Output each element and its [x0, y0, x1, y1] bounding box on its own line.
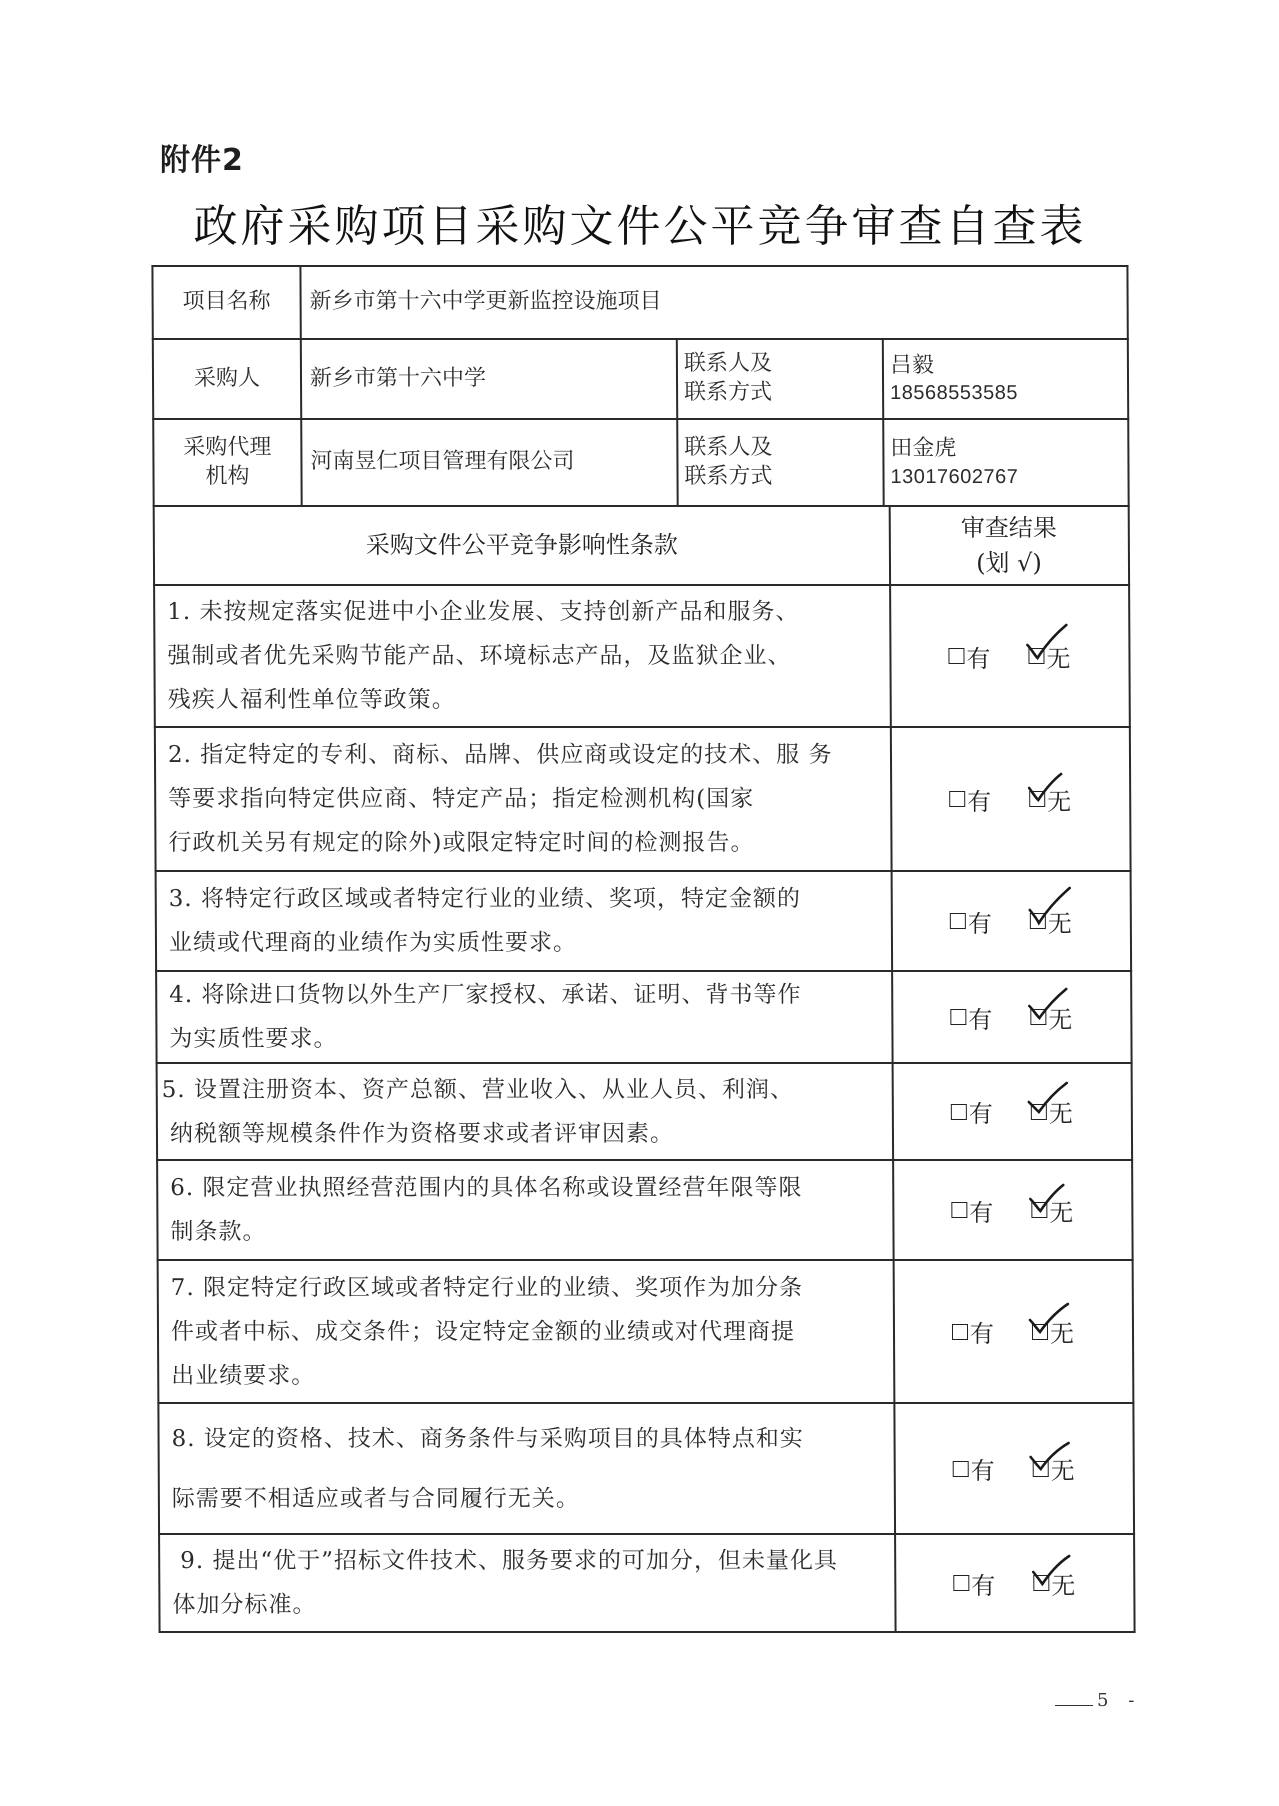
option-yes-label: 有 — [971, 1571, 996, 1600]
option-no-label: 无 — [1048, 1005, 1073, 1034]
clause-line: 纳税额等规模条件作为资格要求或者评审因素。 — [169, 1120, 675, 1147]
project-name-label: 项目名称 — [182, 289, 271, 315]
handwritten-check-icon — [1025, 766, 1071, 806]
option-yes-label: 有 — [967, 787, 992, 816]
clause-line: 制条款。 — [170, 1219, 267, 1245]
option-no-checked[interactable] — [1030, 904, 1072, 939]
option-no-label: 无 — [1049, 1198, 1074, 1227]
option-no-label: 无 — [1051, 1571, 1076, 1600]
option-no-label: 无 — [1047, 909, 1072, 938]
option-no-label: 无 — [1048, 1100, 1073, 1128]
attachment-label: 附件2 — [160, 143, 244, 178]
option-no-checked[interactable] — [1029, 782, 1071, 817]
clause-row — [158, 1064, 892, 1159]
clause-line: 业绩或代理商的业绩作为实质性要求。 — [168, 930, 578, 956]
clause-row — [159, 1261, 894, 1402]
page-number-rule — [1055, 1705, 1093, 1706]
option-no-label: 无 — [1049, 1320, 1075, 1348]
agency-contact-phone: 13017602767 — [890, 465, 1019, 488]
option-yes[interactable] — [953, 1566, 995, 1601]
handwritten-check-icon — [1026, 888, 1072, 928]
result-cell — [896, 1535, 1133, 1631]
page-number — [1055, 1690, 1134, 1711]
result-cell — [891, 586, 1128, 726]
contact-label-line1: 联系人及 — [684, 434, 773, 460]
clause-row — [155, 586, 890, 726]
option-no-checked[interactable] — [1033, 1451, 1075, 1486]
handwritten-check-icon — [1027, 1177, 1073, 1217]
agency-contact-name: 田金虎 — [890, 436, 957, 462]
option-yes[interactable] — [951, 1193, 993, 1228]
agency-contact-label — [678, 420, 882, 505]
handwritten-check-icon — [1029, 1435, 1075, 1475]
clause-line: 9. 提出“优于”招标文件技术、服务要求的可加分，但未量化具 — [180, 1548, 839, 1574]
clause-line: 为实质性要求。 — [169, 1026, 338, 1052]
clause-line: 2. 指定特定的专利、商标、品牌、供应商或设定的技术、服 务 — [167, 742, 833, 768]
clause-row — [159, 1404, 894, 1533]
option-yes[interactable] — [951, 1094, 993, 1129]
option-no-checked[interactable] — [1031, 1094, 1073, 1129]
checkbox-empty-icon — [949, 791, 965, 807]
clause-line: 1. 未按规定落实促进中小企业发展、支持创新产品和服务、 — [167, 599, 800, 625]
handwritten-check-icon — [1024, 623, 1070, 663]
option-no-checked[interactable] — [1028, 639, 1070, 674]
checkbox-empty-icon — [950, 1009, 966, 1025]
handwritten-check-icon — [1027, 1078, 1073, 1118]
clause-line: 件或者中标、成交条件；设定特定金额的业绩或对代理商提 — [170, 1318, 796, 1345]
option-no-checked[interactable] — [1030, 1000, 1072, 1035]
option-yes[interactable] — [950, 1000, 992, 1035]
purchaser-value: 新乡市第十六中学 — [309, 365, 487, 391]
option-yes[interactable] — [950, 904, 992, 939]
clause-row — [158, 1161, 893, 1259]
clause-line: 等要求指向特定供应商、特定产品；指定检测机构(国家 — [168, 786, 755, 812]
contact-label-line2: 联系方式 — [684, 380, 773, 405]
result-cell — [894, 1064, 1130, 1159]
clause-row — [160, 1535, 895, 1631]
option-yes-label: 有 — [969, 1320, 995, 1348]
result-cell — [895, 1404, 1132, 1533]
checkbox-empty-icon — [948, 648, 964, 664]
result-cell — [895, 1261, 1132, 1402]
option-no-checked[interactable] — [1032, 1314, 1074, 1349]
option-no-checked[interactable] — [1031, 1193, 1073, 1228]
option-yes[interactable] — [952, 1314, 994, 1349]
review-table — [151, 265, 1135, 1633]
option-no-label: 无 — [1047, 787, 1072, 816]
agency-contact-value — [884, 420, 1124, 505]
clause-line: 7. 限定特定行政区域或者特定行业的业绩、奖项作为加分条 — [170, 1274, 804, 1301]
option-no-label: 无 — [1050, 1457, 1075, 1485]
clause-row — [157, 972, 891, 1062]
agency-label — [154, 420, 300, 505]
checkbox-empty-icon — [953, 1461, 969, 1477]
checkbox-empty-icon — [951, 1202, 967, 1218]
clause-row — [156, 728, 891, 870]
purchaser-contact-value — [884, 340, 1124, 418]
clause-line: 行政机关另有规定的除外)或限定特定时间的检测报告。 — [168, 830, 755, 856]
result-heading — [891, 507, 1127, 584]
clauses-heading: 采购文件公平竞争影响性条款 — [365, 530, 678, 559]
clause-line: 3. 将特定行政区域或者特定行业的业绩、奖项，特定金额的 — [168, 886, 802, 912]
option-yes[interactable] — [949, 782, 991, 817]
purchaser-contact-name: 吕毅 — [889, 352, 935, 378]
result-heading-line1: 审查结果 — [960, 513, 1057, 542]
option-yes[interactable] — [953, 1451, 995, 1486]
checkbox-empty-icon — [951, 1104, 967, 1120]
purchaser-label: 采购人 — [193, 365, 261, 391]
option-no-checked[interactable] — [1033, 1566, 1075, 1601]
clause-line: 4. 将除进口货物以外生产厂家授权、承诺、证明、背书等作 — [169, 982, 802, 1008]
result-cell — [892, 728, 1129, 870]
handwritten-check-icon — [1028, 1298, 1074, 1338]
result-cell — [893, 972, 1129, 1062]
clause-line: 强制或者优先采购节能产品、环境标志产品，及监狱企业、 — [167, 643, 792, 669]
agency-label-line2: 机构 — [205, 463, 250, 489]
contact-label-line2: 联系方式 — [684, 463, 773, 489]
option-yes-label: 有 — [967, 909, 992, 938]
page-number-suffix: - — [1128, 1690, 1135, 1711]
result-cell — [894, 1161, 1131, 1259]
option-yes-label: 有 — [969, 1198, 994, 1227]
handwritten-check-icon — [1029, 1550, 1075, 1590]
checkbox-empty-icon — [952, 1324, 968, 1340]
handwritten-check-icon — [1026, 984, 1072, 1024]
project-name-value: 新乡市第十六中学更新监控设施项目 — [309, 289, 662, 315]
option-yes-label: 有 — [970, 1457, 995, 1485]
option-yes[interactable] — [948, 639, 990, 674]
clause-line: 8. 设定的资格、技术、商务条件与采购项目的具体特点和实 — [171, 1425, 804, 1452]
clause-row — [157, 872, 892, 970]
clause-line: 6. 限定营业执照经营范围内的具体名称或设置经营年限等限 — [170, 1175, 803, 1201]
checkbox-empty-icon — [953, 1575, 969, 1591]
clause-line: 出业绩要求。 — [171, 1362, 316, 1389]
option-yes-label: 有 — [968, 1100, 993, 1128]
clause-line: 体加分标准。 — [172, 1592, 317, 1618]
page-number-value: 5 — [1097, 1690, 1109, 1711]
contact-label-line1: 联系人及 — [683, 351, 773, 377]
clause-line: 残疾人福利性单位等政策。 — [167, 687, 456, 713]
option-yes-label: 有 — [968, 1005, 993, 1034]
clause-line: 际需要不相适应或者与合同履行无关。 — [171, 1485, 580, 1512]
checkbox-empty-icon — [950, 913, 966, 929]
agency-label-line1: 采购代理 — [183, 434, 272, 460]
result-cell — [893, 872, 1130, 970]
agency-value: 河南昱仁项目管理有限公司 — [310, 449, 575, 475]
purchaser-contact-label — [678, 340, 882, 418]
option-yes-label: 有 — [966, 644, 991, 673]
option-no-label: 无 — [1046, 644, 1071, 673]
result-heading-line2: (划 √) — [976, 548, 1042, 577]
clause-line: 5. 设置注册资本、资产总额、营业收入、从业人员、利润、 — [161, 1076, 795, 1103]
document-title: 政府采购项目采购文件公平竞争审查自查表 — [193, 201, 1087, 252]
purchaser-contact-phone: 18568553585 — [890, 382, 1019, 405]
